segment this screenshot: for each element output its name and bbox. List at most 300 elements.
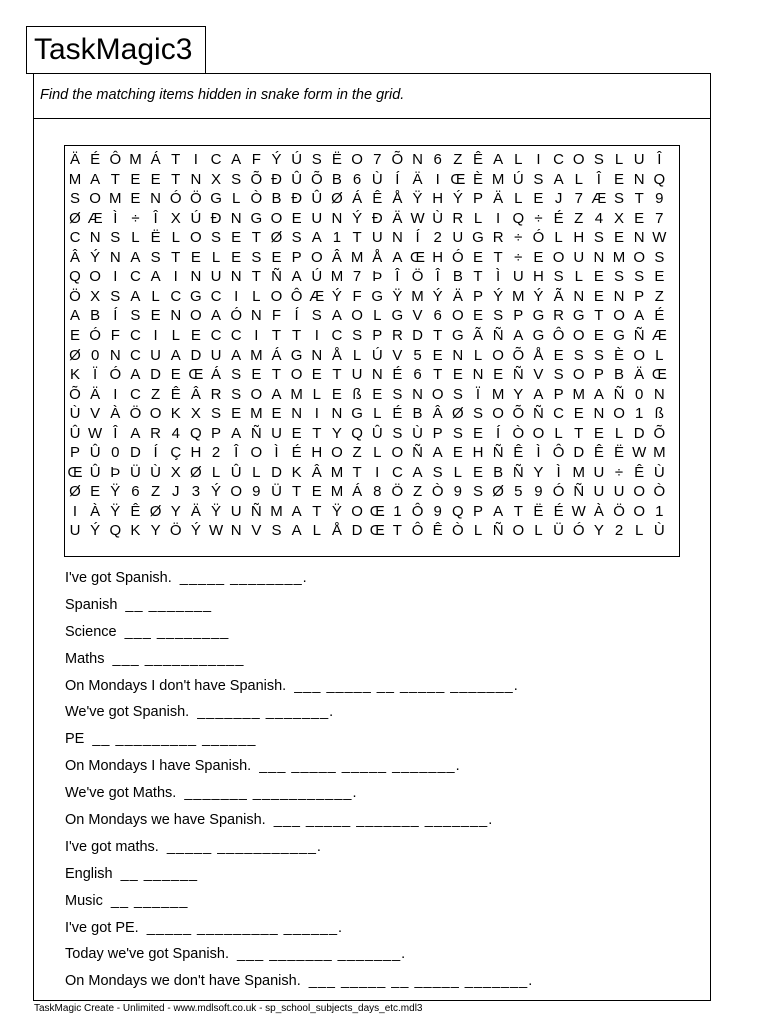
grid-cell[interactable]: L [131, 229, 140, 247]
grid-cell[interactable]: W [652, 229, 667, 247]
grid-cell[interactable]: V [251, 522, 262, 540]
grid-cell[interactable]: E [271, 405, 282, 423]
grid-cell[interactable]: L [312, 522, 321, 540]
grid-cell[interactable]: U [351, 366, 363, 384]
grid-cell[interactable]: S [573, 346, 584, 364]
grid-cell[interactable]: T [171, 170, 181, 188]
grid-cell[interactable]: G [391, 307, 404, 325]
grid-cell[interactable]: B [331, 170, 342, 188]
grid-cell[interactable]: Õ [250, 170, 263, 188]
grid-cell[interactable]: Ó [532, 229, 545, 247]
grid-cell[interactable]: S [472, 405, 483, 423]
grid-cell[interactable]: H [432, 248, 444, 266]
grid-cell[interactable]: Y [150, 522, 161, 540]
grid-cell[interactable]: Ñ [492, 444, 504, 462]
grid-cell[interactable]: Ê [372, 190, 383, 208]
grid-cell[interactable]: Ò [452, 522, 464, 540]
grid-cell[interactable]: Ì [556, 463, 561, 481]
grid-cell[interactable]: M [270, 502, 283, 520]
grid-cell[interactable]: U [633, 151, 645, 168]
grid-cell[interactable]: Ë [614, 444, 625, 462]
grid-cell[interactable]: S [352, 326, 363, 344]
grid-cell[interactable]: 7 [352, 268, 362, 286]
grid-cell[interactable]: U [452, 229, 464, 247]
grid-cell[interactable]: L [614, 424, 624, 442]
grid-cell[interactable]: Å [372, 248, 383, 266]
grid-cell[interactable]: S [593, 151, 604, 168]
grid-cell[interactable]: 0 [111, 444, 120, 462]
grid-cell[interactable]: N [412, 385, 423, 403]
grid-cell[interactable]: Z [151, 483, 161, 501]
grid-cell[interactable]: A [311, 229, 322, 247]
grid-cell[interactable]: N [190, 170, 202, 188]
grid-cell[interactable]: G [351, 405, 363, 423]
grid-cell[interactable]: E [472, 463, 483, 481]
grid-cell[interactable]: S [271, 522, 282, 540]
grid-cell[interactable]: Ü [130, 463, 141, 481]
grid-cell[interactable]: Ê [130, 502, 141, 520]
grid-cell[interactable]: À [593, 502, 604, 520]
grid-cell[interactable]: Ô [552, 444, 565, 462]
grid-cell[interactable]: Û [89, 463, 101, 481]
grid-cell[interactable]: B [271, 190, 282, 208]
grid-cell[interactable]: I [113, 385, 118, 403]
grid-cell[interactable]: Ö [613, 502, 625, 520]
grid-cell[interactable]: P [432, 424, 443, 442]
answer-blank[interactable]: ___ _____ __ _____ _______. [308, 973, 534, 990]
grid-cell[interactable]: Í [415, 229, 420, 247]
grid-cell[interactable]: Â [331, 248, 342, 266]
grid-cell[interactable]: Ò [512, 424, 525, 442]
grid-cell[interactable]: E [69, 326, 80, 344]
grid-cell[interactable]: Ø [69, 483, 81, 501]
grid-cell[interactable]: M [411, 287, 424, 305]
grid-cell[interactable]: S [392, 424, 403, 442]
grid-cell[interactable]: 9 [655, 190, 664, 208]
grid-cell[interactable]: Ä [452, 287, 463, 305]
grid-cell[interactable]: Ñ [250, 424, 262, 442]
grid-cell[interactable]: É [392, 366, 403, 384]
grid-cell[interactable]: U [150, 346, 162, 364]
grid-cell[interactable]: Û [311, 190, 323, 208]
grid-cell[interactable]: U [69, 522, 81, 540]
grid-cell[interactable]: O [572, 326, 585, 344]
grid-cell[interactable]: S [472, 483, 483, 501]
grid-cell[interactable]: Ú [371, 346, 383, 364]
grid-cell[interactable]: Ñ [512, 366, 524, 384]
grid-cell[interactable]: T [271, 366, 282, 384]
grid-cell[interactable]: Î [596, 170, 601, 188]
grid-cell[interactable]: Æ [651, 326, 667, 344]
grid-cell[interactable]: 9 [453, 483, 463, 501]
grid-cell[interactable]: Ø [331, 190, 343, 208]
grid-cell[interactable]: T [171, 151, 181, 168]
grid-cell[interactable]: T [332, 366, 342, 384]
grid-cell[interactable]: I [314, 405, 319, 423]
grid-cell[interactable]: S [110, 287, 121, 305]
grid-cell[interactable]: X [90, 287, 101, 305]
grid-cell[interactable]: E [231, 405, 242, 423]
grid-cell[interactable]: Õ [512, 405, 525, 423]
grid-cell[interactable]: Ý [211, 483, 222, 501]
grid-cell[interactable]: Ð [291, 190, 303, 208]
grid-cell[interactable]: Ù [653, 463, 665, 481]
grid-cell[interactable]: O [492, 346, 504, 364]
grid-cell[interactable]: E [190, 248, 201, 266]
grid-cell[interactable]: T [574, 424, 584, 442]
grid-cell[interactable]: G [532, 326, 545, 344]
grid-cell[interactable]: I [173, 268, 178, 286]
grid-cell[interactable]: Ë [533, 502, 544, 520]
grid-cell[interactable]: Ý [90, 248, 101, 266]
grid-cell[interactable]: D [150, 366, 162, 384]
grid-cell[interactable]: A [432, 444, 443, 462]
grid-cell[interactable]: E [130, 190, 141, 208]
grid-cell[interactable]: L [211, 248, 221, 266]
grid-cell[interactable]: E [190, 326, 201, 344]
answer-blank[interactable]: ___ _______ _______. [236, 946, 407, 963]
grid-cell[interactable]: Ó [89, 326, 101, 344]
grid-cell[interactable]: Ÿ [211, 502, 222, 520]
answer-blank[interactable]: _______ _______. [197, 704, 335, 721]
grid-cell[interactable]: Ø [492, 483, 504, 501]
grid-cell[interactable]: 4 [594, 209, 604, 227]
grid-cell[interactable]: A [291, 522, 302, 540]
grid-cell[interactable]: A [291, 502, 302, 520]
grid-cell[interactable]: U [613, 483, 625, 501]
grid-cell[interactable]: Å [331, 522, 342, 540]
grid-cell[interactable]: T [513, 502, 523, 520]
grid-cell[interactable]: O [310, 248, 323, 266]
grid-cell[interactable]: Z [352, 444, 362, 462]
grid-cell[interactable]: S [311, 151, 322, 168]
grid-cell[interactable]: M [572, 385, 585, 403]
grid-cell[interactable]: R [391, 326, 403, 344]
grid-cell[interactable]: S [654, 248, 665, 266]
grid-cell[interactable]: ß [352, 385, 362, 403]
grid-cell[interactable]: Î [153, 209, 158, 227]
grid-cell[interactable]: E [231, 248, 242, 266]
grid-cell[interactable]: ÷ [131, 209, 140, 227]
grid-cell[interactable]: D [130, 444, 141, 462]
grid-cell[interactable]: Ý [432, 287, 443, 305]
grid-cell[interactable]: N [230, 268, 242, 286]
grid-cell[interactable]: C [130, 346, 141, 364]
grid-cell[interactable]: O [331, 444, 343, 462]
grid-cell[interactable]: L [252, 287, 261, 305]
grid-cell[interactable]: Ó [109, 366, 122, 384]
grid-cell[interactable]: Í [496, 424, 501, 442]
grid-cell[interactable]: D [412, 326, 423, 344]
grid-cell[interactable]: 7 [574, 190, 583, 208]
grid-cell[interactable]: N [573, 287, 585, 305]
grid-cell[interactable]: S [231, 385, 242, 403]
grid-cell[interactable]: L [473, 209, 483, 227]
grid-cell[interactable]: L [514, 151, 523, 168]
grid-cell[interactable]: O [89, 190, 101, 208]
grid-cell[interactable]: Ù [150, 463, 162, 481]
grid-cell[interactable]: Û [69, 424, 81, 442]
grid-cell[interactable]: H [472, 444, 484, 462]
grid-cell[interactable]: X [190, 405, 201, 423]
grid-cell[interactable]: T [352, 463, 362, 481]
grid-cell[interactable]: A [170, 346, 181, 364]
grid-cell[interactable]: Q [512, 209, 525, 227]
grid-cell[interactable]: Y [331, 424, 342, 442]
grid-cell[interactable]: S [614, 268, 625, 286]
grid-cell[interactable]: D [573, 444, 585, 462]
grid-cell[interactable]: R [553, 307, 565, 325]
grid-cell[interactable]: S [69, 190, 80, 208]
grid-cell[interactable]: Q [653, 170, 666, 188]
grid-cell[interactable]: Œ [450, 170, 466, 188]
grid-cell[interactable]: L [352, 346, 362, 364]
grid-cell[interactable]: H [311, 444, 323, 462]
grid-cell[interactable]: L [252, 463, 261, 481]
grid-cell[interactable]: N [291, 405, 303, 423]
grid-cell[interactable]: Ö [190, 190, 202, 208]
grid-cell[interactable]: O [492, 405, 504, 423]
grid-cell[interactable]: Õ [391, 151, 404, 168]
grid-cell[interactable]: I [72, 502, 78, 520]
grid-cell[interactable]: Î [395, 268, 400, 286]
grid-cell[interactable]: Æ [591, 190, 607, 208]
grid-cell[interactable]: Ó [452, 248, 464, 266]
grid-cell[interactable]: ß [654, 405, 664, 423]
grid-cell[interactable]: Ë [331, 151, 342, 168]
grid-cell[interactable]: S [553, 366, 564, 384]
grid-cell[interactable]: ÷ [534, 209, 543, 227]
grid-cell[interactable]: M [290, 385, 303, 403]
grid-cell[interactable]: Y [533, 463, 544, 481]
grid-cell[interactable]: Ø [270, 229, 283, 247]
grid-cell[interactable]: Ù [371, 170, 383, 188]
grid-cell[interactable]: U [593, 483, 605, 501]
grid-cell[interactable]: R [452, 209, 464, 227]
grid-cell[interactable]: O [89, 268, 101, 286]
grid-cell[interactable]: Õ [310, 170, 323, 188]
grid-cell[interactable]: M [491, 170, 505, 188]
grid-cell[interactable]: W [632, 444, 647, 462]
grid-cell[interactable]: Ö [411, 268, 424, 286]
grid-cell[interactable]: Z [654, 287, 664, 305]
grid-cell[interactable]: O [572, 151, 585, 168]
grid-cell[interactable]: P [472, 287, 483, 305]
grid-cell[interactable]: E [170, 366, 181, 384]
answer-blank[interactable]: __ ______ [110, 892, 189, 909]
grid-cell[interactable]: Ý [331, 287, 342, 305]
grid-cell[interactable]: P [634, 287, 645, 305]
grid-cell[interactable]: L [473, 522, 483, 540]
grid-cell[interactable]: Y [593, 522, 604, 540]
grid-cell[interactable]: C [210, 287, 222, 305]
grid-cell[interactable]: E [150, 170, 161, 188]
grid-cell[interactable]: 7 [373, 151, 382, 168]
grid-cell[interactable]: Ù [69, 405, 81, 423]
grid-cell[interactable]: D [633, 424, 645, 442]
grid-cell[interactable]: Q [351, 424, 363, 442]
grid-cell[interactable]: C [130, 326, 141, 344]
grid-cell[interactable]: F [110, 326, 120, 344]
grid-cell[interactable]: 6 [413, 366, 422, 384]
grid-cell[interactable]: N [89, 229, 101, 247]
grid-cell[interactable]: Ê [432, 522, 443, 540]
grid-cell[interactable]: Ä [90, 385, 101, 403]
grid-cell[interactable]: Î [113, 424, 118, 442]
grid-cell[interactable]: F [271, 307, 282, 325]
grid-cell[interactable]: E [251, 366, 262, 384]
grid-cell[interactable]: Ñ [250, 502, 262, 520]
grid-cell[interactable]: M [250, 346, 263, 364]
grid-cell[interactable]: C [391, 463, 403, 481]
grid-cell[interactable]: E [493, 366, 504, 384]
grid-cell[interactable]: E [331, 385, 342, 403]
grid-cell[interactable]: G [371, 287, 384, 305]
grid-cell[interactable]: S [493, 307, 504, 325]
grid-cell[interactable]: Ê [634, 463, 645, 481]
grid-cell[interactable]: N [633, 170, 645, 188]
grid-cell[interactable]: O [190, 307, 202, 325]
grid-cell[interactable]: Â [190, 385, 201, 403]
grid-cell[interactable]: O [572, 366, 585, 384]
grid-cell[interactable]: I [234, 287, 239, 305]
grid-cell[interactable]: 7 [655, 209, 664, 227]
grid-cell[interactable]: T [392, 522, 402, 540]
grid-cell[interactable]: E [593, 268, 604, 286]
grid-cell[interactable]: N [311, 346, 323, 364]
grid-cell[interactable]: U [230, 502, 242, 520]
grid-cell[interactable]: 5 [413, 346, 422, 364]
grid-cell[interactable]: Œ [651, 366, 667, 384]
grid-cell[interactable]: É [90, 151, 101, 168]
grid-cell[interactable]: P [513, 307, 524, 325]
grid-cell[interactable]: T [251, 268, 261, 286]
grid-cell[interactable]: M [572, 463, 585, 481]
grid-cell[interactable]: A [412, 463, 423, 481]
grid-cell[interactable]: S [110, 229, 121, 247]
grid-cell[interactable]: R [150, 424, 162, 442]
grid-cell[interactable]: A [231, 151, 242, 168]
grid-cell[interactable]: E [150, 307, 161, 325]
grid-cell[interactable]: R [492, 229, 504, 247]
grid-cell[interactable]: X [170, 463, 181, 481]
grid-cell[interactable]: Ý [493, 287, 504, 305]
grid-cell[interactable]: Å [533, 346, 544, 364]
grid-cell[interactable]: O [431, 385, 444, 403]
grid-cell[interactable]: Þ [372, 268, 383, 286]
grid-cell[interactable]: 2 [211, 444, 221, 462]
grid-cell[interactable]: 1 [393, 502, 402, 520]
grid-cell[interactable]: C [553, 405, 565, 423]
grid-cell[interactable]: 1 [655, 502, 664, 520]
grid-cell[interactable]: Ã [553, 287, 564, 305]
grid-cell[interactable]: L [232, 190, 241, 208]
grid-cell[interactable]: U [512, 268, 524, 286]
grid-cell[interactable]: E [271, 248, 282, 266]
grid-cell[interactable]: W [571, 502, 586, 520]
grid-cell[interactable]: Þ [110, 463, 121, 481]
answer-blank[interactable]: _____ ___________. [166, 838, 322, 855]
grid-cell[interactable]: N [230, 209, 242, 227]
grid-cell[interactable]: N [109, 248, 121, 266]
grid-cell[interactable]: T [271, 326, 282, 344]
grid-cell[interactable]: Ý [90, 522, 101, 540]
grid-cell[interactable]: E [452, 366, 463, 384]
grid-cell[interactable]: Ö [169, 522, 182, 540]
grid-cell[interactable]: I [193, 151, 198, 168]
grid-cell[interactable]: N [593, 248, 605, 266]
grid-cell[interactable]: D [351, 522, 363, 540]
grid-cell[interactable]: O [351, 502, 363, 520]
grid-cell[interactable]: V [412, 307, 423, 325]
grid-cell[interactable]: Í [294, 307, 299, 325]
grid-cell[interactable]: Õ [69, 385, 81, 403]
grid-cell[interactable]: G [532, 307, 545, 325]
grid-cell[interactable]: B [493, 463, 504, 481]
grid-cell[interactable]: O [270, 209, 283, 227]
grid-cell[interactable]: O [452, 307, 464, 325]
grid-cell[interactable]: Ã [472, 326, 483, 344]
grid-cell[interactable]: U [210, 346, 222, 364]
grid-cell[interactable]: E [291, 424, 302, 442]
grid-cell[interactable]: Ù [412, 424, 423, 442]
grid-cell[interactable]: M [330, 463, 344, 481]
grid-cell[interactable]: S [533, 170, 544, 188]
grid-cell[interactable]: M [512, 287, 525, 305]
grid-cell[interactable]: Ê [170, 385, 181, 403]
grid-cell[interactable]: 0 [635, 385, 644, 403]
grid-cell[interactable]: S [311, 307, 322, 325]
grid-cell[interactable]: Ø [69, 209, 81, 227]
grid-cell[interactable]: P [372, 326, 383, 344]
grid-cell[interactable]: E [231, 229, 242, 247]
grid-cell[interactable]: A [271, 385, 282, 403]
grid-cell[interactable]: Ú [291, 151, 303, 168]
grid-cell[interactable]: A [231, 424, 242, 442]
grid-cell[interactable]: Ö [129, 405, 142, 423]
grid-cell[interactable]: L [373, 307, 382, 325]
grid-cell[interactable]: Ä [190, 502, 201, 520]
grid-cell[interactable]: N [613, 287, 625, 305]
grid-cell[interactable]: U [593, 463, 605, 481]
grid-cell[interactable]: Ý [452, 190, 463, 208]
grid-cell[interactable]: O [250, 385, 263, 403]
grid-cell[interactable]: G [472, 229, 484, 247]
grid-cell[interactable]: O [613, 405, 625, 423]
grid-cell[interactable]: P [291, 248, 302, 266]
grid-cell[interactable]: Ý [271, 151, 282, 168]
grid-cell[interactable]: S [291, 229, 302, 247]
grid-cell[interactable]: Û [230, 463, 242, 481]
grid-cell[interactable]: W [208, 522, 224, 540]
grid-cell[interactable]: A [553, 170, 564, 188]
grid-cell[interactable]: T [110, 170, 120, 188]
grid-cell[interactable]: Ä [69, 151, 80, 168]
grid-cell[interactable]: U [210, 268, 222, 286]
grid-cell[interactable]: Ý [190, 522, 201, 540]
grid-cell[interactable]: O [633, 248, 646, 266]
grid-cell[interactable]: S [452, 385, 463, 403]
grid-cell[interactable]: Ü [271, 483, 282, 501]
grid-cell[interactable]: ÷ [514, 248, 523, 266]
grid-cell[interactable]: L [312, 385, 321, 403]
grid-cell[interactable]: È [614, 346, 625, 364]
grid-cell[interactable]: V [90, 405, 101, 423]
grid-cell[interactable]: N [653, 385, 665, 403]
grid-cell[interactable]: K [69, 366, 80, 384]
grid-cell[interactable]: S [432, 463, 443, 481]
grid-cell[interactable]: H [533, 268, 544, 286]
